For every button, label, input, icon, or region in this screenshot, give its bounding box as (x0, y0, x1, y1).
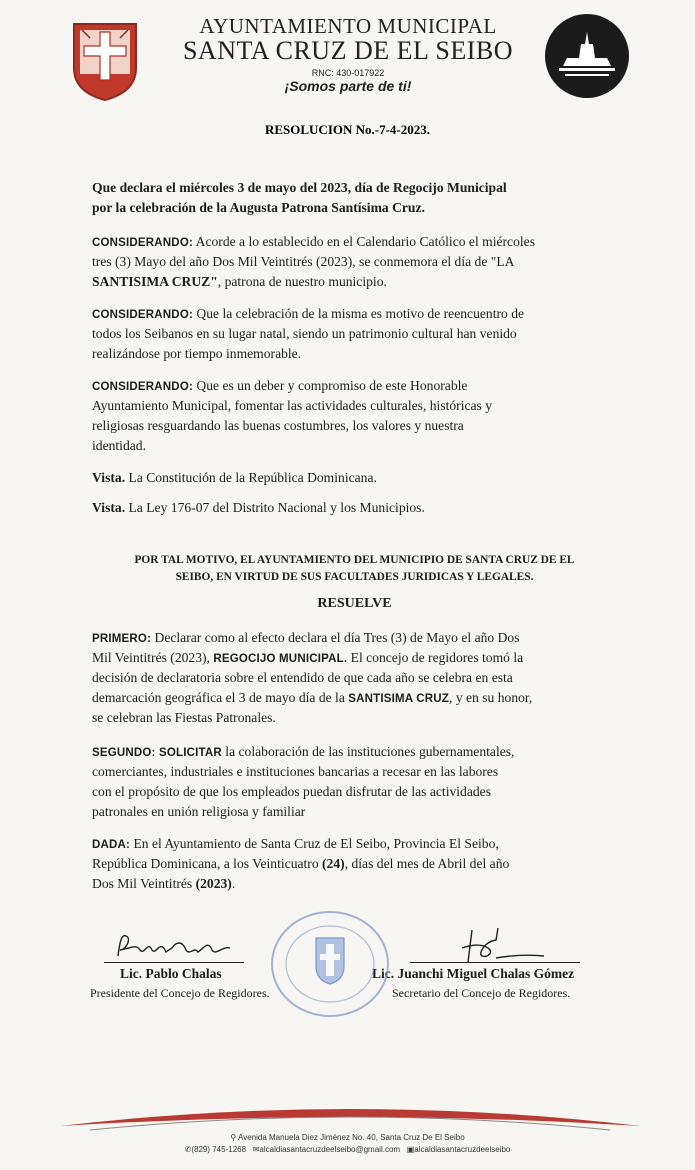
signatory-right (372, 966, 574, 982)
dada-line: DADA: En el Ayuntamiento de Santa Cruz de El Seibo, Provincia El Seibo, (92, 836, 499, 851)
segundo-label: SEGUNDO: (92, 747, 156, 759)
considerando-2-line: CONSIDERANDO: Que la celebración de la misma es motivo de reencuentro de (92, 306, 525, 321)
header-slogan: ¡Somos parte de ti! (284, 78, 412, 94)
intro-line: por la celebración de la Augusta Patrona Santísima Cruz. (92, 200, 425, 215)
signatory-right-role-wrap (392, 986, 570, 1001)
monument-icon (545, 14, 629, 98)
signatory-left-name: Lic. Pablo Chalas (120, 966, 222, 981)
footer-contact: ✆(829) 745-1268 ✉alcaldiasantacruzdeelseibo@gmail.com ▣alcaldiasantacruzdeelseibo (184, 1145, 511, 1154)
signatory-right-name: Lic. Juanchi Miguel Chalas Gómez (372, 966, 575, 981)
considerando-label: CONSIDERANDO: (92, 381, 193, 393)
segundo-line: comerciantes, industriales e instituciones bancarias a recesar en las labores (92, 764, 499, 779)
footer-address: ⚲ Avenida Manuela Diez Jiménez No. 40, Santa Cruz De El Seibo (230, 1133, 465, 1142)
coat-of-arms-logo (72, 22, 138, 102)
considerando-1-line: CONSIDERANDO: Acorde a lo establecido en el Calendario Católico el miércoles (92, 234, 535, 249)
considerando-2-line: todos los Seibanos en su lugar natal, siendo un patrimonio cultural han venido (92, 326, 517, 341)
email-icon: ✉ (252, 1145, 260, 1154)
dada-label: DADA: (92, 839, 131, 851)
considerando-3-line: CONSIDERANDO: Que es un deber y compromiso de este Honorable (92, 378, 468, 393)
phone-icon: ✆ (184, 1145, 192, 1154)
header-rnc: RNC: 430-017922 (311, 68, 385, 78)
facebook-icon: ▣ (406, 1145, 415, 1154)
primero-line: demarcación geográfica el 3 de mayo día de la SANTISIMA CRUZ, y en su honor, (92, 690, 533, 705)
signatory-left-role: Presidente del Concejo de Regidores. (90, 986, 270, 1000)
segundo-line: patronales en unión religiosa y familiar (92, 804, 306, 819)
intro-line: Que declara el miércoles 3 de mayo del 2023, día de Regocijo Municipal (92, 180, 507, 195)
municipal-monument-logo (545, 14, 629, 98)
primero-line: Mil Veintitrés (2023), REGOCIJO MUNICIPAL. El concejo de regidores tomó la (92, 650, 524, 665)
dada-line: República Dominicana, a los Veinticuatro (24), días del mes de Abril del año (92, 856, 510, 871)
signature-line-left (104, 962, 244, 963)
considerando-1-line: tres (3) Mayo del año Dos Mil Veintitrés (2023), se conmemora el día de "LA (92, 254, 515, 269)
considerando-label: CONSIDERANDO: (92, 237, 193, 249)
motivo-line: SEIBO, EN VIRTUD DE SUS FACULTADES JURIDICAS Y LEGALES. (175, 571, 534, 583)
primero-line: decisión de declaratoria sobre el entendido de que cada año se celebra en esta (92, 670, 513, 685)
considerando-3-line: identidad. (92, 438, 146, 453)
signatory-right-role: Secretario del Concejo de Regidores. (392, 986, 571, 1000)
primero-label: PRIMERO: (92, 633, 152, 645)
signatory-left (120, 966, 222, 982)
resuelve-heading: RESUELVE (317, 596, 392, 611)
considerando-2-line: realizándose por tiempo inmemorable. (92, 346, 302, 361)
dada-line: Dos Mil Veintitrés (2023). (92, 876, 236, 891)
motivo-line: POR TAL MOTIVO, EL AYUNTAMIENTO DEL MUNICIPIO DE SANTA CRUZ DE EL (134, 554, 575, 566)
segundo-line: con el propósito de que los empleados puedan disfrutar de las actividades (92, 784, 492, 799)
signature-left-scribble (112, 928, 242, 964)
considerando-1-line: SANTISIMA CRUZ", patrona de nuestro municipio. (92, 274, 387, 289)
location-pin-icon: ⚲ (230, 1133, 238, 1142)
vista-line: Vista. La Ley 176-07 del Distrito Nacional y los Municipios. (92, 500, 425, 515)
considerando-label: CONSIDERANDO: (92, 309, 193, 321)
header-municipality: SANTA CRUZ DE EL SEIBO (182, 36, 514, 65)
primero-line: PRIMERO: Declarar como al efecto declara el día Tres (3) de Mayo el año Dos (92, 630, 520, 645)
header-title: AYUNTAMIENTO MUNICIPAL (199, 14, 497, 38)
considerando-3-line: Ayuntamiento Municipal, fomentar las actividades culturales, históricas y (92, 398, 493, 413)
resolution-title: RESOLUCION No.-7-4-2023. (264, 122, 431, 137)
signatory-left-role-wrap (90, 986, 270, 1001)
considerando-3-line: religiosas resguardando las buenas costumbres, los valores y nuestra (92, 418, 464, 433)
segundo-line: SEGUNDO: SOLICITAR la colaboración de las instituciones gubernamentales, (92, 744, 515, 759)
signature-line-right (410, 962, 580, 963)
primero-line: se celebran las Fiestas Patronales. (92, 710, 276, 725)
signature-right-scribble (448, 922, 548, 966)
council-seal-stamp (268, 908, 392, 1020)
vista-line: Vista. La Constitución de la República Dominicana. (92, 470, 377, 485)
